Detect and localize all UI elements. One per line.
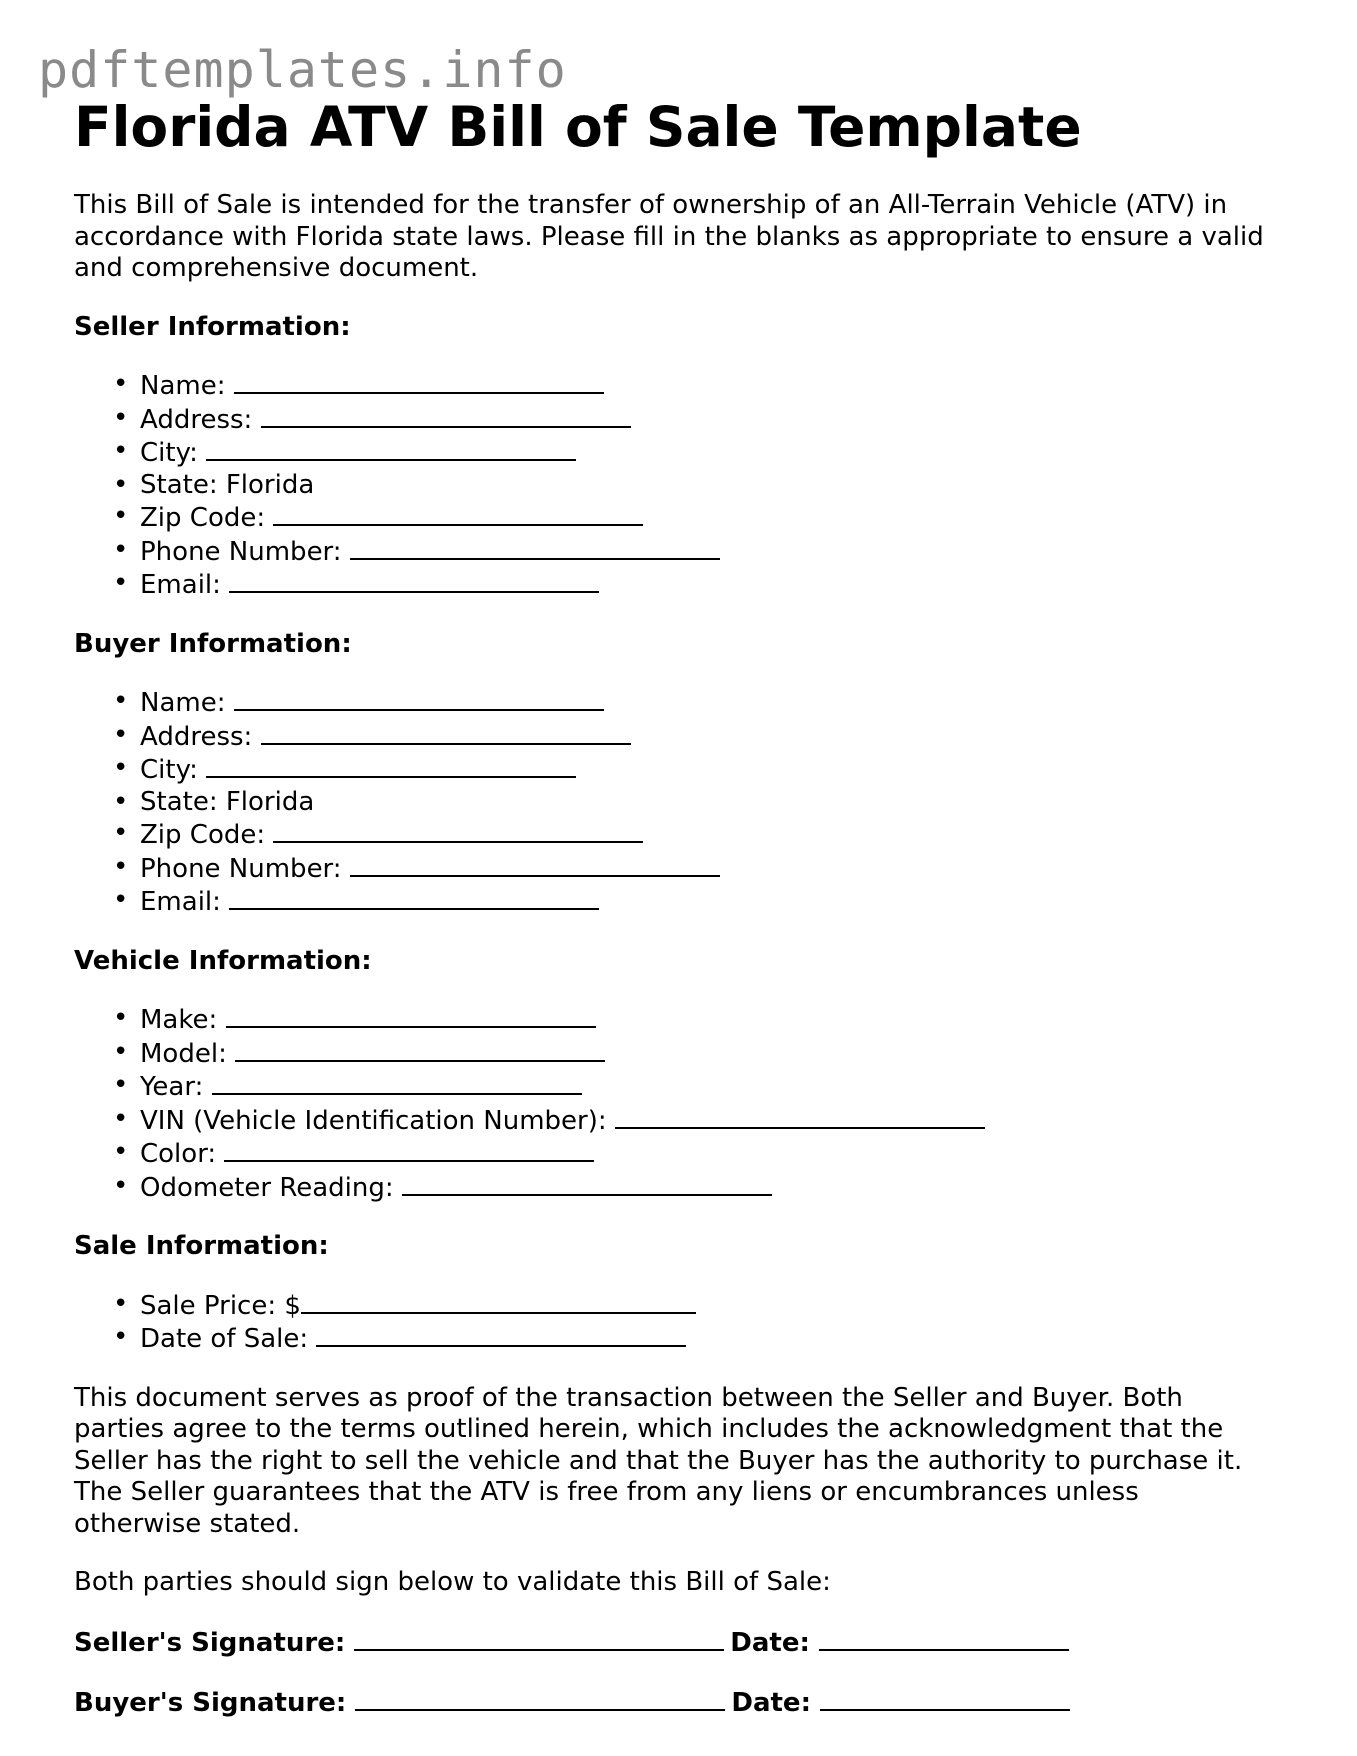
bullet: • (113, 1103, 129, 1134)
field-label: Name: (140, 371, 234, 401)
bullet: • (113, 1170, 129, 1201)
vehicle-year-blank[interactable] (212, 1070, 582, 1095)
buyer-phone-blank[interactable] (350, 852, 720, 877)
buyer-signature-row (74, 1686, 1274, 1720)
buyer-date-label: Date: (731, 1688, 821, 1718)
sign-instruction: Both parties should sign below to validate this Bill of Sale: (74, 1567, 831, 1597)
field-label: Email: (140, 570, 230, 600)
vehicle-year-field (113, 1070, 1274, 1104)
bullet: • (113, 402, 129, 433)
field-label: Make: (140, 1005, 226, 1035)
buyer-address-field (113, 720, 1274, 754)
vehicle-odometer-field (113, 1171, 1274, 1205)
field-label: Odometer Reading: (140, 1172, 402, 1203)
bullet: • (113, 753, 129, 783)
buyer-email-field (113, 885, 1274, 919)
seller-city-field (113, 436, 1274, 470)
field-label: VIN (Vehicle Identification Number): (140, 1105, 615, 1136)
field-label: Phone Number: (140, 853, 350, 884)
bullet: • (113, 1137, 129, 1167)
bullet: • (113, 1036, 129, 1067)
bullet: • (113, 1322, 129, 1352)
bullet: • (113, 436, 129, 466)
field-label: State: Florida (140, 786, 315, 817)
seller-email-blank[interactable] (229, 568, 599, 593)
seller-name-field (113, 369, 1274, 403)
seller-phone-field (113, 535, 1274, 569)
vehicle-color-blank[interactable] (224, 1137, 594, 1162)
buyer-section-heading: Buyer Information: (74, 628, 352, 659)
vehicle-color-field (113, 1137, 1274, 1171)
bullet: • (113, 686, 129, 716)
buyer-name-blank[interactable] (234, 686, 604, 711)
field-label: Email: (140, 887, 230, 917)
field-label: Zip Code: (140, 820, 274, 850)
field-label: Address: (140, 721, 261, 752)
sale-price-field (113, 1289, 1274, 1323)
seller-zip-blank[interactable] (273, 501, 643, 526)
field-label: Zip Code: (140, 503, 274, 533)
seller-name-blank[interactable] (234, 369, 604, 394)
seller-state-field (113, 470, 1274, 502)
sale-section-heading: Sale Information: (74, 1231, 329, 1261)
field-label: City: (140, 438, 207, 468)
seller-section-heading: Seller Information: (74, 311, 351, 342)
buyer-field-list (74, 686, 1274, 919)
bullet: • (113, 719, 129, 750)
buyer-state-field (113, 787, 1274, 819)
field-label: Model: (140, 1038, 236, 1069)
sale-price-blank[interactable] (301, 1289, 696, 1314)
vehicle-odometer-blank[interactable] (402, 1171, 772, 1196)
bullet: • (113, 469, 129, 500)
field-label: Color: (140, 1139, 225, 1169)
seller-signature-label: Seller's Signature: (74, 1627, 355, 1658)
vehicle-vin-field (113, 1104, 1274, 1138)
seller-address-field (113, 403, 1274, 437)
vehicle-field-list (74, 1003, 1274, 1204)
bullet: • (113, 369, 129, 399)
sale-date-blank[interactable] (316, 1322, 686, 1347)
buyer-city-field (113, 753, 1274, 787)
seller-phone-blank[interactable] (350, 535, 720, 560)
buyer-city-blank[interactable] (206, 753, 576, 778)
vehicle-model-field (113, 1037, 1274, 1071)
seller-zip-field (113, 501, 1274, 535)
bullet: • (113, 786, 129, 817)
field-label: Date of Sale: (140, 1324, 317, 1354)
buyer-signature-label: Buyer's Signature: (74, 1688, 356, 1718)
vehicle-section-heading: Vehicle Information: (74, 945, 372, 976)
seller-date-blank[interactable] (819, 1626, 1069, 1651)
buyer-phone-field (113, 852, 1274, 886)
buyer-zip-field (113, 818, 1274, 852)
field-label: Phone Number: (140, 536, 350, 567)
document-page (74, 94, 1274, 1720)
document-title: Florida ATV Bill of Sale Template (74, 95, 1082, 159)
vehicle-model-blank[interactable] (235, 1037, 605, 1062)
bullet: • (113, 851, 129, 882)
intro-paragraph: This Bill of Sale is intended for the transfer of ownership of an All-Terrain Vehicle (ATV) in accordance with Florida state laws. Please fill in the blanks as appropriate to ensure a valid and comprehensive document. (74, 190, 1264, 283)
field-label: Name: (140, 688, 234, 718)
seller-signature-blank[interactable] (354, 1626, 724, 1651)
buyer-name-field (113, 686, 1274, 720)
watermark: pdftemplates.info (38, 41, 567, 99)
buyer-address-blank[interactable] (261, 720, 631, 745)
buyer-zip-blank[interactable] (273, 818, 643, 843)
bullet: • (113, 885, 129, 915)
bullet: • (113, 568, 129, 598)
field-label: State: Florida (140, 469, 315, 500)
field-label: Address: (140, 404, 261, 435)
bullet: • (113, 818, 129, 848)
field-label: City: (140, 755, 207, 785)
vehicle-vin-blank[interactable] (615, 1104, 985, 1129)
field-label: Sale Price: $ (140, 1290, 301, 1321)
field-label: Year: (140, 1072, 212, 1102)
bullet: • (113, 501, 129, 531)
vehicle-make-field (113, 1003, 1274, 1037)
bullet: • (113, 534, 129, 565)
buyer-date-blank[interactable] (820, 1686, 1070, 1711)
seller-field-list (74, 369, 1274, 602)
statement-paragraph: This document serves as proof of the transaction between the Seller and Buyer. Both parties agree to the terms outlined herein, which includes the acknowledgment that the Seller has the right to sell the vehicle and that the Buyer has the authority to purchase it. The Seller guarantees that the ATV is free from any liens or encumbrances unless otherwise stated. (74, 1382, 1243, 1539)
seller-date-label: Date: (730, 1627, 819, 1658)
buyer-signature-blank[interactable] (355, 1686, 725, 1711)
vehicle-make-blank[interactable] (226, 1003, 596, 1028)
bullet: • (113, 1070, 129, 1100)
seller-signature-row (74, 1626, 1274, 1660)
seller-email-field (113, 568, 1274, 602)
seller-city-blank[interactable] (206, 436, 576, 461)
seller-address-blank[interactable] (261, 403, 631, 428)
bullet: • (113, 1003, 129, 1033)
bullet: • (113, 1288, 129, 1319)
buyer-email-blank[interactable] (229, 885, 599, 910)
sale-date-field (113, 1322, 1274, 1356)
sale-field-list (74, 1289, 1274, 1356)
